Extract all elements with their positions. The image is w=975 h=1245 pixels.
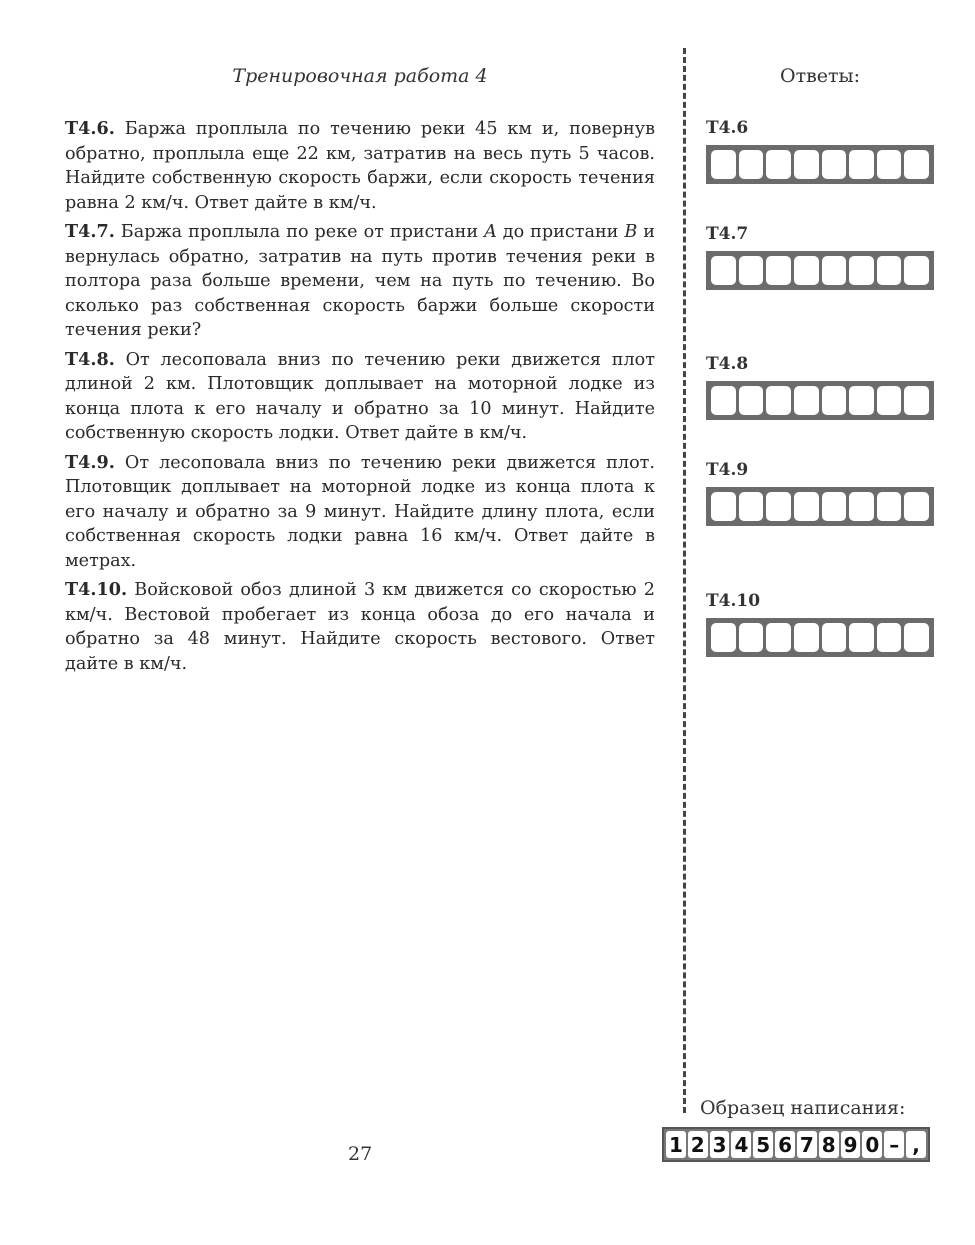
answer-cell[interactable] <box>822 492 847 521</box>
answer-label: Т4.9 <box>706 460 749 480</box>
sample-char: , <box>906 1131 926 1158</box>
answer-cell[interactable] <box>904 386 929 415</box>
problem-t4-9 <box>65 451 655 574</box>
answer-grid[interactable] <box>706 145 934 184</box>
answer-cell[interactable] <box>877 386 902 415</box>
answer-cell[interactable] <box>739 150 764 179</box>
answer-cell[interactable] <box>711 492 736 521</box>
answers-heading: Ответы: <box>780 65 861 87</box>
answer-cell[interactable] <box>849 492 874 521</box>
answer-cell[interactable] <box>877 256 902 285</box>
problem-number: Т4.10. <box>65 579 128 600</box>
answer-label: Т4.10 <box>706 591 761 611</box>
answer-cell[interactable] <box>711 623 736 652</box>
answer-cell[interactable] <box>849 256 874 285</box>
answer-block-t4-7 <box>706 224 934 290</box>
sample-char: 5 <box>753 1131 773 1158</box>
sample-char: 6 <box>775 1131 795 1158</box>
problem-number: Т4.8. <box>65 348 115 370</box>
answer-cell[interactable] <box>794 623 819 652</box>
sample-char: 7 <box>797 1131 817 1158</box>
problem-number: Т4.9. <box>65 451 115 473</box>
problem-text: От лесоповала вниз по течению реки движется плот. Плотовщик доплывает на моторной лодке из конца плота к его началу и обратно за 9 минут. Найдите длину плота, если собственная скорость лодки равна 16 км/ч. Ответ дайте в метрах. <box>65 452 656 571</box>
sample-char: 1 <box>666 1131 686 1158</box>
sample-char: 4 <box>731 1131 751 1158</box>
answer-cell[interactable] <box>766 256 791 285</box>
answer-block-t4-8 <box>706 354 934 420</box>
answer-cell[interactable] <box>739 256 764 285</box>
variable-a: A <box>484 222 497 242</box>
answer-cell[interactable] <box>766 386 791 415</box>
answer-cell[interactable] <box>739 492 764 521</box>
answer-cell[interactable] <box>904 150 929 179</box>
problem-text: Баржа проплыла по реке от пристани <box>120 222 479 242</box>
sample-char: – <box>884 1131 904 1158</box>
problem-text: От лесоповала вниз по течению реки движется плот длиной 2 км. Плотовщик доплывает на моторной лодке из конца плота к его началу и обратно за 10 минут. Найдите собственную скорость лодки. Ответ дайте в км/ч. <box>65 349 655 443</box>
answer-grid[interactable] <box>706 618 934 657</box>
answer-cell[interactable] <box>711 256 736 285</box>
problem-t4-10 <box>65 578 655 676</box>
cut-line-divider <box>683 48 686 1113</box>
answer-label: Т4.8 <box>706 354 749 374</box>
answer-block-t4-9 <box>706 460 934 526</box>
answer-cell[interactable] <box>822 150 847 179</box>
answer-cell[interactable] <box>794 256 819 285</box>
answer-grid[interactable] <box>706 381 934 420</box>
answer-cell[interactable] <box>766 150 791 179</box>
problem-t4-7 <box>65 220 655 343</box>
answer-grid[interactable] <box>706 487 934 526</box>
page-number: 27 <box>348 1143 373 1165</box>
answer-cell[interactable] <box>794 492 819 521</box>
answer-cell[interactable] <box>904 492 929 521</box>
problem-text: Войсковой обоз длиной 3 км движется со скоростью 2 км/ч. Вестовой пробегает из конца обоза до его начала и обратно за 48 минут. Найдите скорость вестового. Ответ дайте в км/ч. <box>65 580 655 674</box>
answer-cell[interactable] <box>822 623 847 652</box>
problem-text: и вернулась обратно, затратив на путь против течения реки в полтора раза больше времени, чем на путь по течению. Во сколько раз собственная скорость баржи больше скорости течения реки? <box>65 222 656 340</box>
answer-cell[interactable] <box>904 623 929 652</box>
answer-label: Т4.6 <box>706 118 749 138</box>
sample-label: Образец написания: <box>700 1097 906 1119</box>
sample-char: 9 <box>841 1131 861 1158</box>
answer-grid[interactable] <box>706 251 934 290</box>
answer-block-t4-6 <box>706 118 934 184</box>
answer-cell[interactable] <box>877 623 902 652</box>
answer-cell[interactable] <box>849 150 874 179</box>
answer-cell[interactable] <box>849 386 874 415</box>
problem-number: Т4.7. <box>65 221 115 242</box>
sample-char: 2 <box>688 1131 708 1158</box>
answer-cell[interactable] <box>877 492 902 521</box>
variable-b: B <box>624 222 638 242</box>
sample-writing-box <box>662 1127 930 1162</box>
problem-t4-6 <box>65 117 655 215</box>
answer-cell[interactable] <box>766 623 791 652</box>
answer-cell[interactable] <box>739 623 764 652</box>
problem-t4-8 <box>65 348 655 446</box>
answer-cell[interactable] <box>849 623 874 652</box>
answer-cell[interactable] <box>739 386 764 415</box>
problem-text: Баржа проплыла по течению реки 45 км и, повернув обратно, проплыла еще 22 км, затратив на весь путь 5 часов. Найдите собственную скорость баржи, если скорость течения равна 2 км/ч. Ответ дайте в км/ч. <box>65 119 655 213</box>
problem-number: Т4.6. <box>65 118 115 139</box>
sample-char: 8 <box>819 1131 839 1158</box>
page-header-title: Тренировочная работа 4 <box>232 65 488 87</box>
answer-label: Т4.7 <box>706 224 749 244</box>
sample-char: 0 <box>862 1131 882 1158</box>
answer-cell[interactable] <box>877 150 902 179</box>
answer-cell[interactable] <box>822 386 847 415</box>
answer-cell[interactable] <box>766 492 791 521</box>
answer-block-t4-10 <box>706 591 934 657</box>
answer-cell[interactable] <box>794 386 819 415</box>
answer-cell[interactable] <box>822 256 847 285</box>
answer-cell[interactable] <box>711 150 736 179</box>
problems-column <box>65 117 655 681</box>
sample-char: 3 <box>710 1131 730 1158</box>
problem-text: до пристани <box>502 222 619 242</box>
answer-cell[interactable] <box>904 256 929 285</box>
answer-cell[interactable] <box>794 150 819 179</box>
answer-cell[interactable] <box>711 386 736 415</box>
